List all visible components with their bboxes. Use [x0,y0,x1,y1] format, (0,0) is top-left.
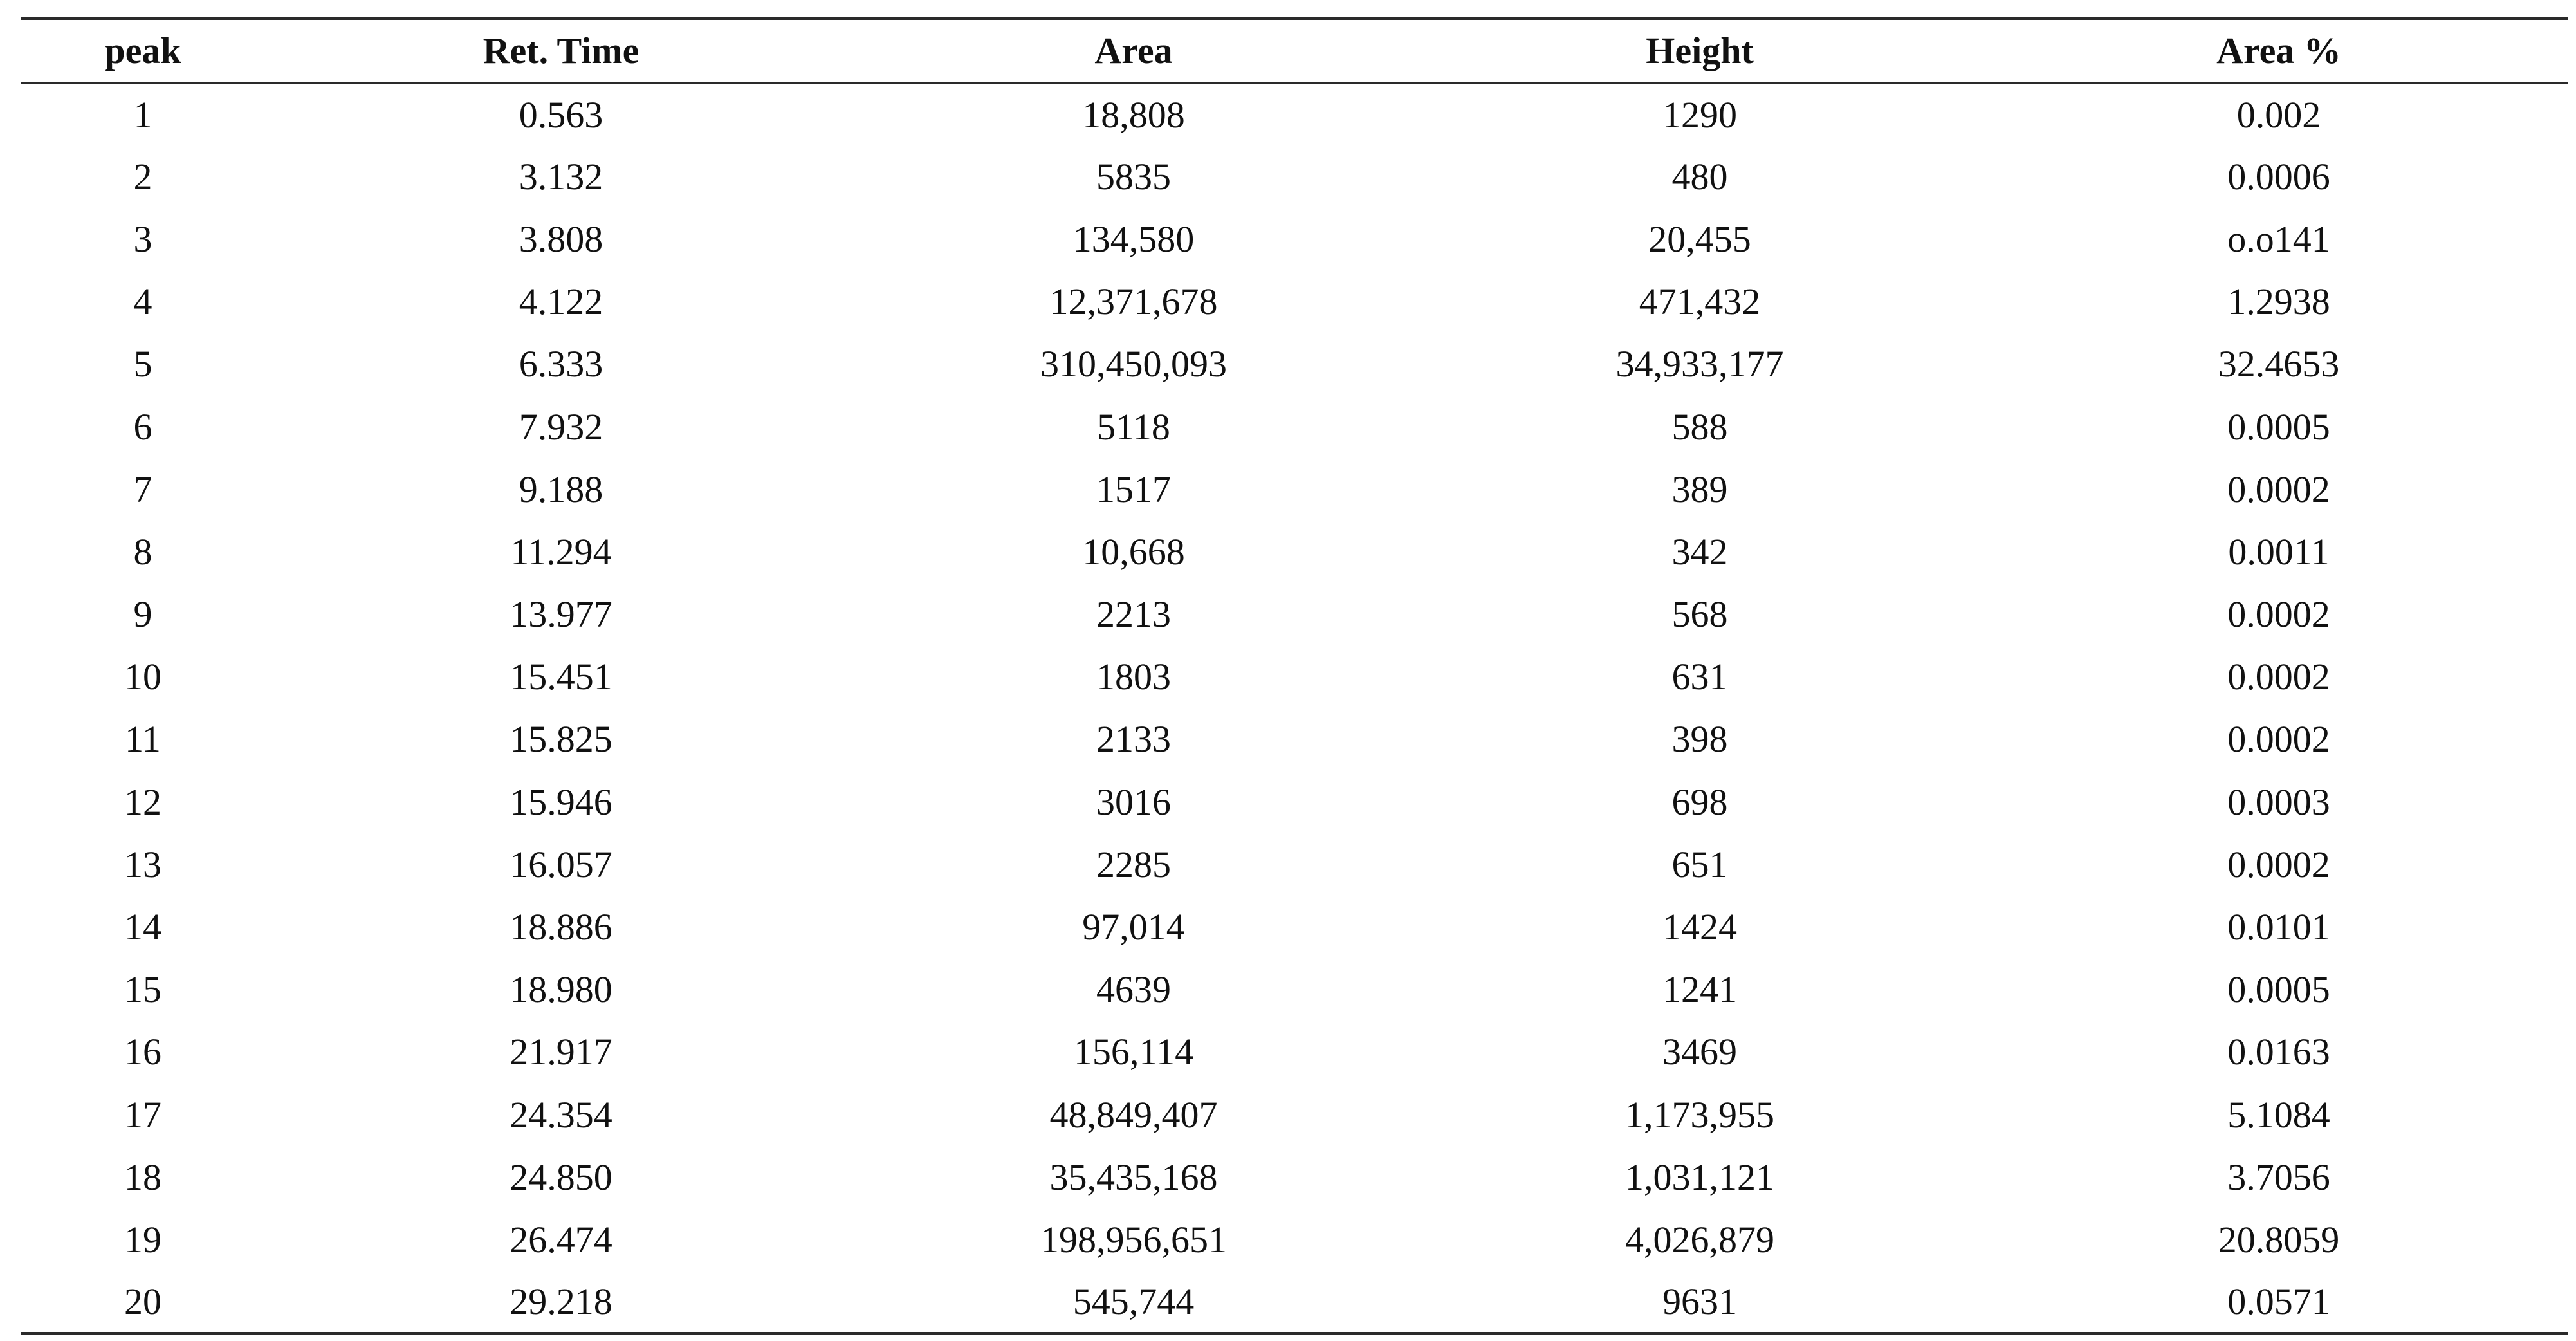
cell-area-percent: 0.0003 [2227,781,2330,823]
cell-peak: 20 [124,1280,161,1322]
cell-ret-time: 15.946 [510,781,612,823]
peak-table-container [21,17,2568,1335]
cell-peak: 14 [124,906,161,948]
cell-ret-time: 6.333 [519,343,603,385]
cell-height: 389 [1671,468,1728,510]
table-row [21,208,2568,270]
cell-area-percent: 32.4653 [2218,343,2340,385]
cell-area-percent: 0.0005 [2227,405,2330,448]
cell-height: 34,933,177 [1615,343,1784,385]
cell-peak: 5 [133,343,152,385]
cell-peak: 8 [133,530,152,573]
cell-peak: 13 [124,843,161,885]
cell-ret-time: 7.932 [519,405,603,448]
cell-height: 342 [1671,530,1728,573]
cell-ret-time: 13.977 [510,593,612,636]
cell-ret-time: 18.886 [510,906,612,948]
cell-area-percent: 0.0002 [2227,718,2330,761]
cell-ret-time: 24.850 [510,1156,612,1198]
table-row [21,1208,2568,1271]
cell-ret-time: 18.980 [510,968,612,1011]
cell-area-percent: 0.0002 [2227,593,2330,636]
cell-area: 3016 [1096,781,1171,823]
cell-peak: 4 [133,281,152,323]
table-row [21,1271,2568,1333]
table-row [21,958,2568,1021]
cell-area-percent: 0.0002 [2227,468,2330,510]
table-row [21,833,2568,896]
table-row [21,583,2568,645]
cell-height: 698 [1671,781,1728,823]
cell-height: 631 [1671,656,1728,698]
cell-ret-time: 3.132 [519,155,603,198]
table-body [21,83,2568,1334]
cell-area-percent: 0.0571 [2227,1280,2330,1322]
header-peak: peak [104,30,181,72]
cell-ret-time: 11.294 [510,530,612,573]
cell-ret-time: 24.354 [510,1093,612,1136]
cell-height: 1,173,955 [1625,1093,1774,1136]
table-row [21,145,2568,208]
cell-area: 1517 [1096,468,1171,510]
cell-area-percent: 0.0163 [2227,1031,2330,1073]
cell-ret-time: 16.057 [510,843,612,885]
cell-area-percent: 5.1084 [2227,1093,2330,1136]
cell-height: 568 [1671,593,1728,636]
cell-height: 20,455 [1648,217,1751,260]
cell-area: 18,808 [1082,93,1185,136]
cell-area: 2285 [1096,843,1171,885]
cell-height: 1424 [1662,906,1737,948]
cell-peak: 19 [124,1218,161,1261]
cell-height: 398 [1671,718,1728,761]
cell-area-percent: 0.0002 [2227,843,2330,885]
table-header [21,19,2568,83]
cell-area-percent: 1.2938 [2227,281,2330,323]
cell-peak: 15 [124,968,161,1011]
cell-height: 1290 [1662,93,1737,136]
cell-area-percent: 0.0006 [2227,155,2330,198]
cell-ret-time: 3.808 [519,217,603,260]
cell-ret-time: 0.563 [519,93,603,136]
cell-area-percent: 0.0101 [2227,906,2330,948]
table-row [21,395,2568,458]
cell-area: 1803 [1096,656,1171,698]
cell-height: 651 [1671,843,1728,885]
cell-ret-time: 9.188 [519,468,603,510]
peak-table [21,17,2568,1335]
header-area-percent: Area % [2216,30,2341,72]
header-ret-time: Ret. Time [483,30,639,72]
table-row [21,1084,2568,1146]
cell-area: 5118 [1097,405,1170,448]
cell-height: 588 [1671,405,1728,448]
cell-height: 4,026,879 [1625,1218,1774,1261]
cell-height: 480 [1671,155,1728,198]
cell-peak: 3 [133,217,152,260]
cell-area: 2133 [1096,718,1171,761]
header-height: Height [1646,30,1754,72]
table-row [21,771,2568,833]
cell-peak: 7 [133,468,152,510]
cell-height: 9631 [1662,1280,1737,1322]
table-row [21,270,2568,333]
table-row [21,333,2568,395]
cell-area: 198,956,651 [1040,1218,1227,1261]
cell-ret-time: 21.917 [510,1031,612,1073]
table-row [21,896,2568,958]
table-row [21,521,2568,583]
cell-area-percent: 0.0002 [2227,656,2330,698]
cell-peak: 6 [133,405,152,448]
cell-peak: 10 [124,656,161,698]
table-row [21,458,2568,521]
table-row [21,1021,2568,1083]
cell-peak: 2 [133,155,152,198]
cell-area-percent: 0.0011 [2228,530,2330,573]
cell-area: 156,114 [1073,1031,1194,1073]
cell-area: 2213 [1096,593,1171,636]
cell-ret-time: 15.451 [510,656,612,698]
cell-peak: 16 [124,1031,161,1073]
cell-area: 310,450,093 [1040,343,1227,385]
cell-area: 545,744 [1072,1280,1195,1322]
cell-area-percent: 0.002 [2236,93,2321,136]
cell-area: 5835 [1096,155,1171,198]
cell-area: 12,371,678 [1049,281,1218,323]
cell-height: 1241 [1662,968,1737,1011]
cell-peak: 18 [124,1156,161,1198]
cell-area: 10,668 [1082,530,1185,573]
cell-height: 1,031,121 [1625,1156,1774,1198]
cell-area: 4639 [1096,968,1171,1011]
cell-peak: 12 [124,781,161,823]
cell-height: 471,432 [1639,281,1761,323]
cell-area-percent: 0.0005 [2227,968,2330,1011]
cell-peak: 9 [133,593,152,636]
header-row [21,19,2568,83]
cell-ret-time: 26.474 [510,1218,612,1261]
cell-area: 35,435,168 [1049,1156,1218,1198]
cell-area-percent: o.o141 [2227,217,2330,260]
cell-area-percent: 3.7056 [2227,1156,2330,1198]
table-row [21,1146,2568,1208]
cell-area: 48,849,407 [1049,1093,1218,1136]
cell-area: 97,014 [1082,906,1185,948]
header-area: Area [1094,30,1173,72]
table-row [21,83,2568,145]
cell-ret-time: 4.122 [519,281,603,323]
cell-peak: 11 [125,718,161,761]
table-row [21,708,2568,770]
cell-height: 3469 [1662,1031,1737,1073]
cell-peak: 1 [133,93,152,136]
cell-ret-time: 15.825 [510,718,612,761]
cell-area-percent: 20.8059 [2218,1218,2340,1261]
cell-peak: 17 [124,1093,161,1136]
cell-area: 134,580 [1072,217,1195,260]
table-row [21,645,2568,708]
cell-ret-time: 29.218 [510,1280,612,1322]
